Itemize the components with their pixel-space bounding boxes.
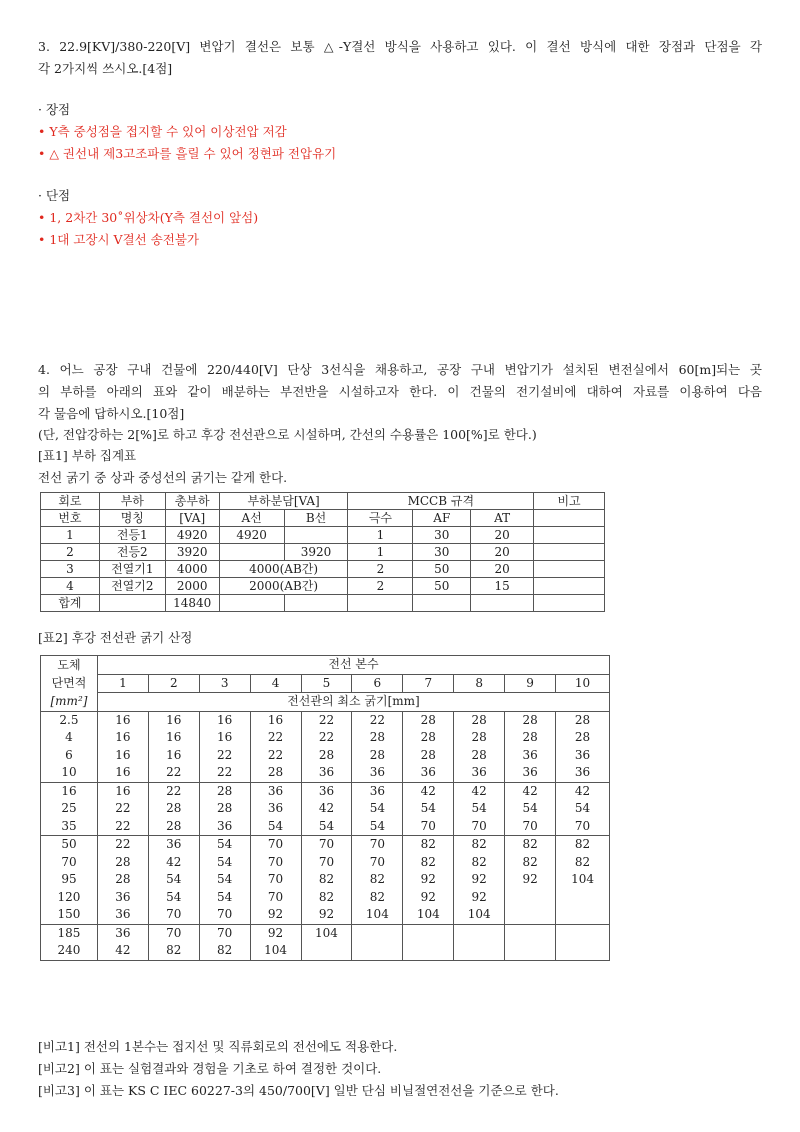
table-row: [41, 544, 605, 561]
header-cell: 전선 본수: [97, 656, 609, 675]
remark-2: [비고2] 이 표는 실험결과와 경험을 기초로 하여 결정한 것이다.: [38, 1061, 382, 1076]
header-cell: 9: [505, 674, 556, 693]
area-cell: 50: [41, 836, 98, 854]
q4-line-2: 의 부하를 아래의 표와 같이 배분하는 부전반을 시설하고자 한다. 이 건물의 전기설비에 대하여 자료를 이용하여 다음: [38, 384, 762, 399]
table-cell: 54: [148, 871, 199, 889]
q3-line-1: 3. 22.9[KV]/380-220[V] 변압기 결선은 보통 △-Y결선 방식을 사용하고 있다. 이 결선 방식에 대한 장점과 단점을 각: [38, 39, 762, 54]
table1-sum-row: [41, 595, 605, 612]
table-cell: 28: [556, 711, 610, 729]
table-cell: [534, 561, 605, 578]
table-cell: 28: [148, 818, 199, 836]
table-cell: [534, 527, 605, 544]
table-cell: 28: [556, 729, 610, 747]
table-cell: 22: [97, 800, 148, 818]
table-cell: 82: [505, 836, 556, 854]
table-cell: 20: [471, 561, 534, 578]
area-cell: 4: [41, 729, 98, 747]
table1-header-row-2: [41, 510, 605, 527]
table-cell: 70: [250, 854, 301, 872]
header-cell: 7: [403, 674, 454, 693]
header-cell: 번호: [41, 510, 100, 527]
table-cell: [556, 924, 610, 942]
table-cell: 82: [199, 942, 250, 960]
table-cell: 28: [403, 747, 454, 765]
table-cell: 16: [199, 729, 250, 747]
table-cell: 92: [505, 871, 556, 889]
table-cell: 28: [97, 871, 148, 889]
table-cell: 2: [348, 578, 413, 595]
table-cell: 104: [250, 942, 301, 960]
sum-total: 14840: [165, 595, 219, 612]
header-cell: [534, 510, 605, 527]
area-cell: 240: [41, 942, 98, 960]
table-cell: 54: [250, 818, 301, 836]
table-cell: 36: [403, 764, 454, 782]
table-cell: [505, 906, 556, 924]
table-cell: 16: [250, 711, 301, 729]
table-cell: 70: [250, 871, 301, 889]
table-cell: 4000: [165, 561, 219, 578]
table-cell: [505, 924, 556, 942]
table-cell: [556, 906, 610, 924]
area-cell: 70: [41, 854, 98, 872]
table-cell: [534, 544, 605, 561]
table-cell: [556, 942, 610, 960]
table-row: [41, 527, 605, 544]
table-cell: [454, 942, 505, 960]
table-cell: [505, 889, 556, 907]
table-cell: 4000(AB간): [219, 561, 348, 578]
table-row: [41, 942, 610, 960]
table-cell: 54: [199, 871, 250, 889]
table-cell: 22: [148, 764, 199, 782]
table-row: [41, 711, 610, 729]
table-cell: 54: [199, 889, 250, 907]
q3-line-2: 각 2가지씩 쓰시오.[4점]: [38, 61, 173, 76]
table-cell: 4920: [165, 527, 219, 544]
table-cell: 36: [505, 764, 556, 782]
table-cell: 104: [454, 906, 505, 924]
header-cell: 2: [148, 674, 199, 693]
table-cell: 70: [505, 818, 556, 836]
table-cell: 36: [97, 889, 148, 907]
remark-3: [비고3] 이 표는 KS C IEC 60227-3의 450/700[V] 일반 단심 비닐절연전선을 기준으로 한다.: [38, 1083, 559, 1098]
table-cell: 36: [301, 764, 352, 782]
table-cell: 42: [454, 782, 505, 800]
header-cell: 비고: [534, 493, 605, 510]
table-cell: 92: [250, 906, 301, 924]
table-cell: 42: [148, 854, 199, 872]
table-cell: 30: [413, 544, 471, 561]
table-cell: 3920: [284, 544, 348, 561]
table-cell: 28: [352, 747, 403, 765]
table-cell: 36: [97, 906, 148, 924]
table1-header-row-1: [41, 493, 605, 510]
table-cell: 22: [148, 782, 199, 800]
table-cell: 104: [556, 871, 610, 889]
area-cell: 2.5: [41, 711, 98, 729]
table-cell: 54: [352, 818, 403, 836]
table-cell: 82: [505, 854, 556, 872]
table-cell: 70: [352, 836, 403, 854]
table-cell: 92: [301, 906, 352, 924]
table-cell: 2000: [165, 578, 219, 595]
table-cell: 42: [301, 800, 352, 818]
table-cell: 16: [97, 747, 148, 765]
table-cell: 22: [250, 747, 301, 765]
advantage-item: • Y측 중성점을 접지할 수 있어 이상전압 저감: [38, 124, 287, 139]
table-cell: 4: [41, 578, 100, 595]
table-row: [41, 924, 610, 942]
table-cell: 전열기2: [99, 578, 165, 595]
header-cell: 부하분담[VA]: [219, 493, 348, 510]
table-cell: 82: [301, 889, 352, 907]
table-cell: 36: [250, 800, 301, 818]
table-cell: 전열기1: [99, 561, 165, 578]
area-cell: 120: [41, 889, 98, 907]
table-cell: 70: [454, 818, 505, 836]
header-cell: 도체: [41, 656, 98, 675]
table2-header-row-3: [41, 693, 610, 712]
table-cell: 82: [403, 854, 454, 872]
table-cell: 22: [301, 711, 352, 729]
table-row: [41, 764, 610, 782]
table1-caption: [표1] 부하 집계표: [38, 448, 137, 463]
table-row: [41, 854, 610, 872]
disadvantage-item: • 1대 고장시 V결선 송전불가: [38, 232, 199, 247]
table-cell: [471, 595, 534, 612]
area-cell: 185: [41, 924, 98, 942]
table-cell: 70: [148, 906, 199, 924]
table-cell: 28: [148, 800, 199, 818]
table-cell: [505, 942, 556, 960]
table-cell: 42: [505, 782, 556, 800]
table-cell: 50: [413, 561, 471, 578]
table-cell: 22: [97, 818, 148, 836]
header-cell: AT: [471, 510, 534, 527]
header-cell: A선: [219, 510, 284, 527]
table-cell: [403, 924, 454, 942]
table-cell: 92: [454, 871, 505, 889]
table-cell: 2: [41, 544, 100, 561]
header-cell: MCCB 규격: [348, 493, 534, 510]
table-cell: 104: [352, 906, 403, 924]
table-cell: 16: [97, 782, 148, 800]
header-cell: 극수: [348, 510, 413, 527]
table-cell: 36: [454, 764, 505, 782]
table-cell: 70: [352, 854, 403, 872]
q4-line-3: 각 물음에 답하시오.[10점]: [38, 406, 185, 421]
table-cell: 70: [301, 836, 352, 854]
header-cell: 4: [250, 674, 301, 693]
table-cell: 22: [301, 729, 352, 747]
table-cell: [348, 595, 413, 612]
table-cell: 70: [250, 836, 301, 854]
advantage-item: • △ 권선내 제3고조파를 흘릴 수 있어 정현파 전압유기: [38, 146, 337, 161]
table-cell: 82: [556, 836, 610, 854]
table-cell: 82: [454, 854, 505, 872]
table2-caption: [표2] 후강 전선관 굵기 산정: [38, 630, 193, 645]
table-cell: 82: [148, 942, 199, 960]
table-row: [41, 561, 605, 578]
header-cell: [VA]: [165, 510, 219, 527]
table-cell: 28: [454, 729, 505, 747]
table-cell: 22: [97, 836, 148, 854]
header-cell: AF: [413, 510, 471, 527]
table-cell: 70: [250, 889, 301, 907]
table-cell: 28: [250, 764, 301, 782]
table2-body: [41, 711, 610, 960]
table-cell: [301, 942, 352, 960]
table-cell: 36: [301, 782, 352, 800]
table-row: [41, 906, 610, 924]
table-cell: 104: [403, 906, 454, 924]
table-cell: 82: [352, 871, 403, 889]
table-cell: 70: [199, 906, 250, 924]
area-cell: 16: [41, 782, 98, 800]
table-row: [41, 889, 610, 907]
table-cell: 전등1: [99, 527, 165, 544]
header-cell: 3: [199, 674, 250, 693]
table-cell: [534, 578, 605, 595]
table-cell: 54: [301, 818, 352, 836]
table-cell: [219, 595, 284, 612]
table-cell: 36: [97, 924, 148, 942]
table-row: [41, 800, 610, 818]
table-row: [41, 729, 610, 747]
table-cell: 1: [348, 527, 413, 544]
table-cell: 28: [352, 729, 403, 747]
q4-line-1: 4. 어느 공장 구내 건물에 220/440[V] 단상 3선식을 채용하고, 공장 구내 변압기가 설치된 변전실에서 60[m]되는 곳: [38, 362, 762, 377]
table-row: [41, 782, 610, 800]
table-cell: 3920: [165, 544, 219, 561]
table-cell: 92: [250, 924, 301, 942]
disadvantages-title: · 단점: [38, 188, 71, 203]
sum-label: 합계: [41, 595, 100, 612]
table-cell: 28: [97, 854, 148, 872]
table-cell: 20: [471, 544, 534, 561]
header-cell: 6: [352, 674, 403, 693]
header-cell: 총부하: [165, 493, 219, 510]
table-row: [41, 578, 605, 595]
table-cell: [534, 595, 605, 612]
remark-1: [비고1] 전선의 1본수는 접지선 및 직류회로의 전선에도 적용한다.: [38, 1039, 398, 1054]
disadvantage-item: • 1, 2차간 30˚위상차(Y측 결선이 앞섬): [38, 210, 259, 225]
area-cell: 25: [41, 800, 98, 818]
table-cell: 36: [352, 782, 403, 800]
table-cell: 54: [505, 800, 556, 818]
header-cell: 회로: [41, 493, 100, 510]
table-cell: 82: [454, 836, 505, 854]
table-cell: 2: [348, 561, 413, 578]
table-cell: 30: [413, 527, 471, 544]
table-row: [41, 818, 610, 836]
table-cell: 28: [301, 747, 352, 765]
table-cell: 1: [41, 527, 100, 544]
table-cell: 22: [352, 711, 403, 729]
table-row: [41, 836, 610, 854]
table-cell: 36: [505, 747, 556, 765]
table-cell: 82: [301, 871, 352, 889]
table-cell: 16: [148, 711, 199, 729]
table-cell: 36: [199, 818, 250, 836]
table2-header-row-2: [41, 674, 610, 693]
table-cell: 92: [454, 889, 505, 907]
table-cell: 22: [199, 764, 250, 782]
table-cell: 28: [454, 747, 505, 765]
header-cell: 1: [97, 674, 148, 693]
table-cell: 36: [250, 782, 301, 800]
table2-header-row-1: [41, 656, 610, 675]
header-cell: 명칭: [99, 510, 165, 527]
table-cell: [403, 942, 454, 960]
header-cell: 10: [556, 674, 610, 693]
conduit-size-table: [40, 655, 610, 961]
table-cell: [556, 889, 610, 907]
table-cell: 70: [199, 924, 250, 942]
header-cell: [mm²]: [41, 693, 98, 712]
area-cell: 10: [41, 764, 98, 782]
header-cell: 단면적: [41, 674, 98, 693]
table-cell: 50: [413, 578, 471, 595]
table-cell: 70: [403, 818, 454, 836]
table-cell: 54: [403, 800, 454, 818]
table-cell: 54: [199, 854, 250, 872]
q4-condition: (단, 전압강하는 2[%]로 하고 후강 전선관으로 시설하며, 간선의 수용률은 100[%]로 한다.): [38, 427, 537, 442]
table-cell: 28: [403, 711, 454, 729]
table-cell: 15: [471, 578, 534, 595]
load-summary-table: [40, 492, 605, 612]
table-cell: [99, 595, 165, 612]
table-cell: 70: [556, 818, 610, 836]
table-cell: [352, 924, 403, 942]
table-cell: 2000(AB간): [219, 578, 348, 595]
header-cell: 8: [454, 674, 505, 693]
area-cell: 95: [41, 871, 98, 889]
table-cell: [284, 527, 348, 544]
table-cell: 22: [199, 747, 250, 765]
table-cell: 54: [199, 836, 250, 854]
header-cell: 전선관의 최소 굵기[mm]: [97, 693, 609, 712]
table-cell: 36: [556, 747, 610, 765]
table-cell: 54: [352, 800, 403, 818]
table-cell: 42: [556, 782, 610, 800]
header-cell: B선: [284, 510, 348, 527]
table-cell: 1: [348, 544, 413, 561]
table-cell: 4920: [219, 527, 284, 544]
advantages-title: · 장점: [38, 102, 71, 117]
table-cell: 36: [148, 836, 199, 854]
table-cell: 16: [97, 711, 148, 729]
table-cell: 42: [97, 942, 148, 960]
table-cell: 104: [301, 924, 352, 942]
header-cell: 부하: [99, 493, 165, 510]
table-cell: 16: [97, 764, 148, 782]
table-cell: 전등2: [99, 544, 165, 561]
area-cell: 6: [41, 747, 98, 765]
table-cell: 42: [403, 782, 454, 800]
table-cell: 22: [250, 729, 301, 747]
area-cell: 150: [41, 906, 98, 924]
table-cell: [454, 924, 505, 942]
table-cell: 54: [148, 889, 199, 907]
table-cell: 28: [199, 800, 250, 818]
table-row: [41, 747, 610, 765]
table-cell: 36: [556, 764, 610, 782]
table-cell: 16: [148, 747, 199, 765]
table-cell: 28: [505, 729, 556, 747]
table-cell: 28: [454, 711, 505, 729]
table-cell: 70: [148, 924, 199, 942]
table-cell: [413, 595, 471, 612]
table-cell: 92: [403, 871, 454, 889]
table-cell: 54: [454, 800, 505, 818]
area-cell: 35: [41, 818, 98, 836]
table1-note: 전선 굵기 중 상과 중성선의 굵기는 같게 한다.: [38, 470, 288, 485]
table-cell: 16: [199, 711, 250, 729]
table-row: [41, 871, 610, 889]
table-cell: 16: [148, 729, 199, 747]
table-cell: 20: [471, 527, 534, 544]
table-cell: 28: [403, 729, 454, 747]
table-cell: 82: [352, 889, 403, 907]
table-cell: 70: [301, 854, 352, 872]
table-cell: [352, 942, 403, 960]
table-cell: 82: [403, 836, 454, 854]
table-cell: 54: [556, 800, 610, 818]
header-cell: 5: [301, 674, 352, 693]
table-cell: 36: [352, 764, 403, 782]
table-cell: 92: [403, 889, 454, 907]
table-cell: 3: [41, 561, 100, 578]
table-cell: 28: [505, 711, 556, 729]
table-cell: 82: [556, 854, 610, 872]
table-cell: 16: [97, 729, 148, 747]
table-cell: 28: [199, 782, 250, 800]
table-cell: [219, 544, 284, 561]
table-cell: [284, 595, 348, 612]
